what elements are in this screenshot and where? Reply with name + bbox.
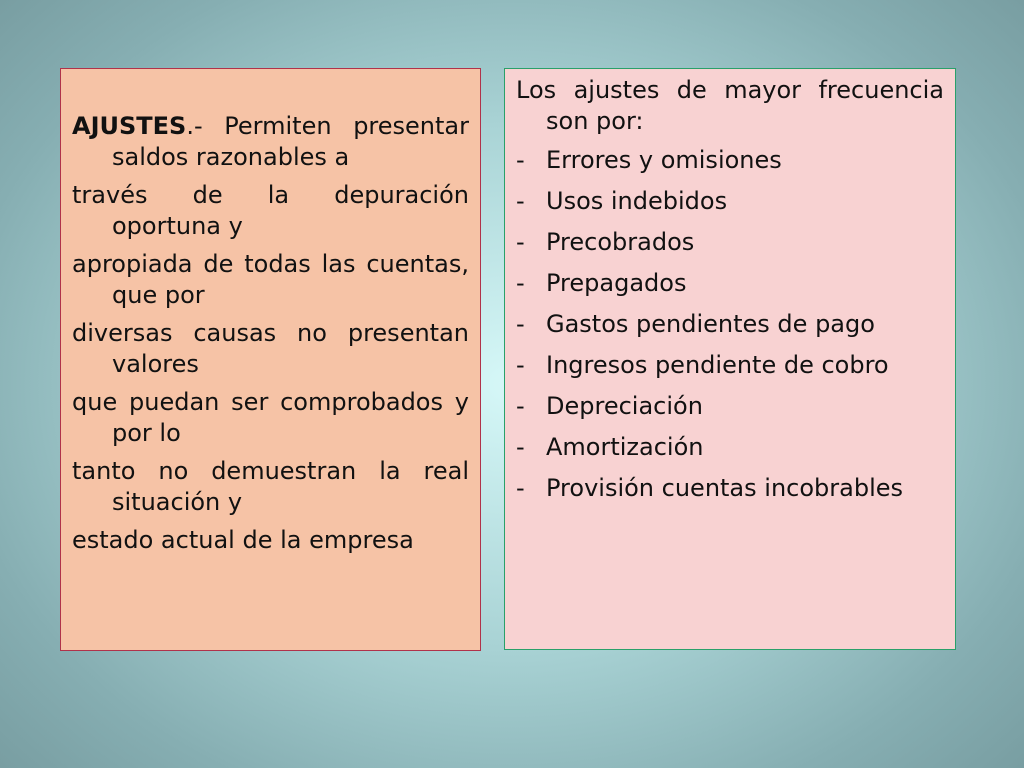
dash-bullet: - bbox=[516, 187, 525, 215]
list-item-text: Amortización bbox=[546, 433, 704, 461]
list-item-text: Ingresos pendiente de cobro bbox=[546, 351, 889, 379]
frequent-adjustments-intro: Los ajustes de mayor frecuencia son por: bbox=[516, 76, 944, 135]
list-item bbox=[516, 225, 944, 259]
definition-paragraph: que puedan ser comprobados y por lo bbox=[72, 388, 469, 447]
adjustments-list bbox=[516, 143, 944, 505]
ajustes-definition-box bbox=[60, 68, 481, 651]
list-item-text: Errores y omisiones bbox=[546, 146, 782, 174]
definition-paragraph: apropiada de todas las cuentas, que por bbox=[72, 250, 469, 309]
list-item-text: Depreciación bbox=[546, 392, 703, 420]
list-item-text: Usos indebidos bbox=[546, 187, 728, 215]
definition-paragraph: través de la depuración oportuna y bbox=[72, 181, 469, 240]
list-item bbox=[516, 389, 944, 423]
dash-bullet: - bbox=[516, 228, 525, 256]
list-item bbox=[516, 184, 944, 218]
dash-bullet: - bbox=[516, 310, 525, 338]
list-item-text: Gastos pendientes de pago bbox=[546, 310, 875, 338]
ajustes-heading: AJUSTES bbox=[72, 112, 187, 140]
list-item-text: Prepagados bbox=[546, 269, 687, 297]
definition-paragraph: estado actual de la empresa bbox=[72, 526, 414, 554]
definition-paragraph: tanto no demuestran la real situación y bbox=[72, 457, 469, 516]
dash-bullet: - bbox=[516, 269, 525, 297]
definition-first-paragraph bbox=[72, 111, 469, 173]
dash-bullet: - bbox=[516, 433, 525, 461]
heading-suffix: .- bbox=[186, 112, 203, 140]
list-item bbox=[516, 307, 944, 341]
dash-bullet: - bbox=[516, 351, 525, 379]
list-item bbox=[516, 266, 944, 300]
list-item-text: Precobrados bbox=[546, 228, 695, 256]
dash-bullet: - bbox=[516, 392, 525, 420]
definition-first-line: Permiten presentar saldos razonables a bbox=[112, 112, 469, 171]
frequent-adjustments-box bbox=[504, 68, 956, 650]
dash-bullet: - bbox=[516, 146, 525, 174]
list-item bbox=[516, 471, 944, 505]
definition-paragraph: diversas causas no presentan valores bbox=[72, 319, 469, 378]
dash-bullet: - bbox=[516, 474, 525, 502]
list-item bbox=[516, 143, 944, 177]
list-item bbox=[516, 348, 944, 382]
list-item-text: Provisión cuentas incobrables bbox=[546, 474, 904, 502]
list-item bbox=[516, 430, 944, 464]
